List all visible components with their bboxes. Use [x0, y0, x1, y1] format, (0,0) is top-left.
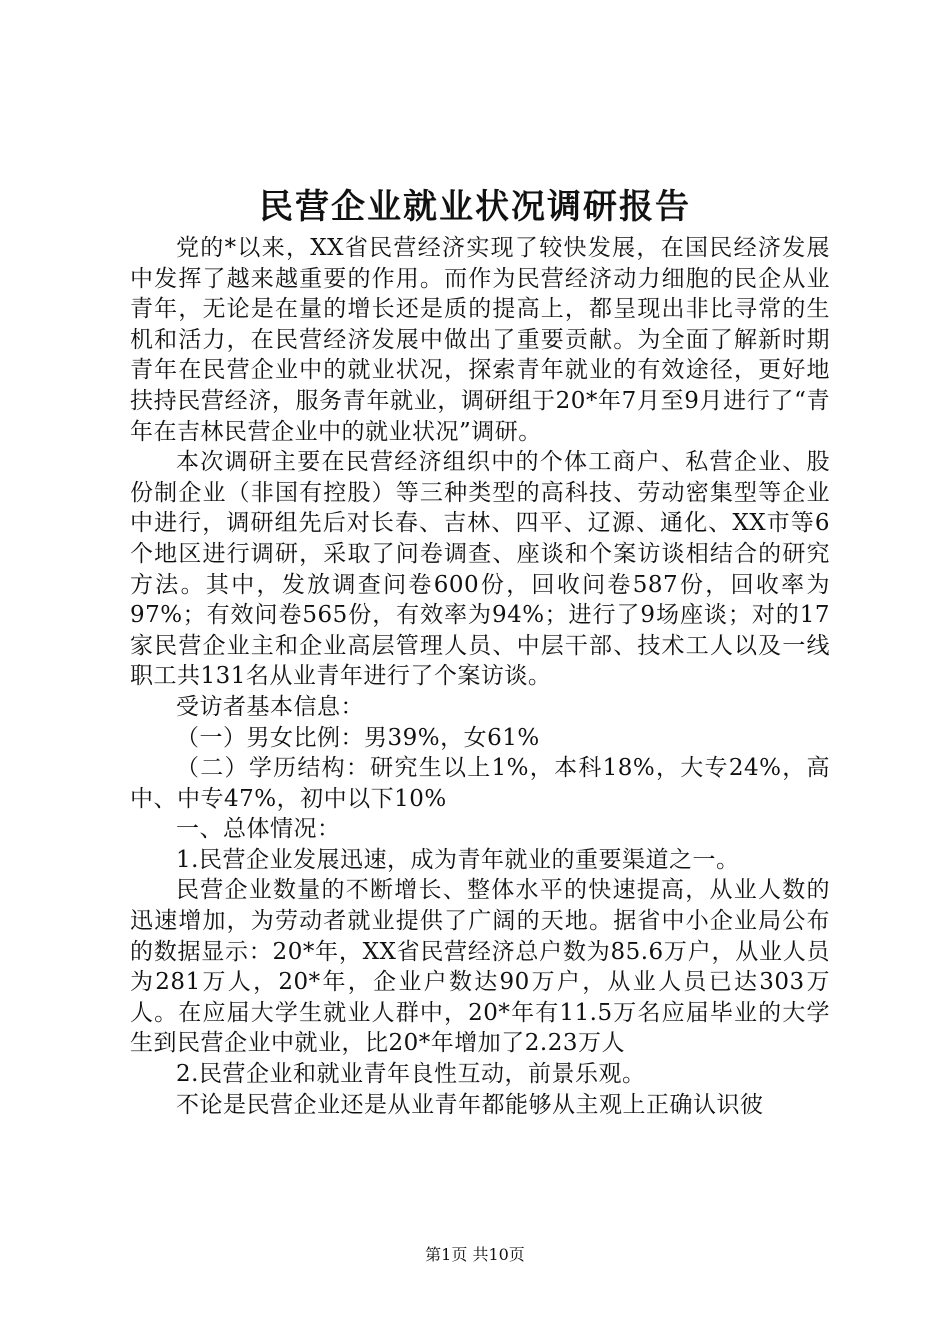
subheading-point-1: 1.民营企业发展迅速，成为青年就业的重要渠道之一。	[176, 846, 740, 873]
paragraph-respondent-heading: 受访者基本信息：	[176, 693, 364, 720]
paragraph-continuation: 不论是民营企业还是从业青年都能够从主观上正确认识彼	[176, 1091, 764, 1118]
paragraph-method: 本次调研主要在民营经济组织中的个体工商户、私营企业、股份制企业（非国有控股）等三种类型的高科技、劳动密集型等企业中进行，调研组先后对长春、吉林、四平、辽源、通化、XX市等6个地区进行调研，采取了问卷调查、座谈和个案访谈相结合的研究方法。其中，发放调查问卷600份，回收问卷587份，回收率为97%；有效问卷565份，有效率为94%；进行了9场座谈；对的17家民营企业主和企业高层管理人员、中层干部、技术工人以及一线职工共131名从业青年进行了个案访谈。	[130, 449, 830, 690]
section-heading-overview: 一、总体情况：	[176, 816, 341, 843]
document-title: 民营企业就业状况调研报告	[259, 187, 691, 227]
paragraph-education: （二）学历结构：研究生以上1%，本科18%，大专24%，高中、中专47%，初中以下10%	[130, 755, 830, 812]
paragraph-intro: 党的*以来，XX省民营经济实现了较快发展，在国民经济发展中发挥了越来越重要的作用。而作为民营经济动力细胞的民企从业青年，无论是在量的增长还是质的提高上，都呈现出非比寻常的生机和活力，在民营经济发展中做出了重要贡献。为全面了解新时期青年在民营企业中的就业状况，探索青年就业的有效途径，更好地扶持民营经济，服务青年就业，调研组于20*年7月至9月进行了“青年在吉林民营企业中的就业状况”调研。	[130, 235, 830, 445]
page-footer: 第1页 共10页	[425, 1245, 525, 1264]
subheading-point-2: 2.民营企业和就业青年良性互动，前景乐观。	[176, 1061, 646, 1088]
paragraph-gender-ratio: （一）男女比例：男39%，女61%	[176, 724, 540, 751]
document-body	[130, 233, 830, 1120]
paragraph-growth-data: 民营企业数量的不断增长、整体水平的快速提高，从业人数的迅速增加，为劳动者就业提供了广阔的天地。据省中小企业局公布的数据显示：20*年，XX省民营经济总户数为85.6万户，从业人员为281万人，20*年，企业户数达90万户，从业人员已达303万人。在应届大学生就业人群中，20*年有11.5万名应届毕业的大学生到民营企业中就业，比20*年增加了2.23万人	[130, 877, 830, 1057]
